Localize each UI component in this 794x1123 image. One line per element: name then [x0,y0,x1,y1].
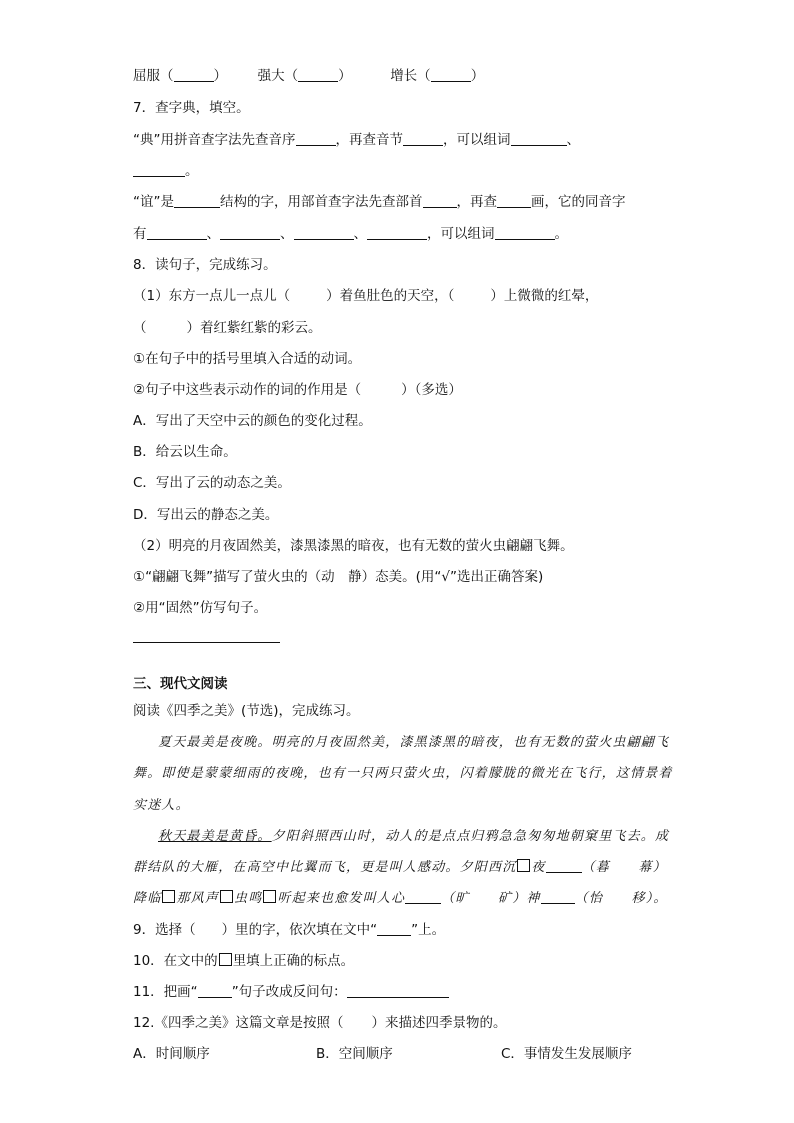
q7-line4: 有 、 、 、 ，可以组词 。 [133,226,568,242]
q12-option-c[interactable]: C．事情发生发展顺序 [501,1046,632,1062]
blank-yinjie[interactable] [403,131,443,146]
blank-tongyin-4[interactable] [367,225,427,240]
blank-jiegou[interactable] [174,193,220,208]
option-a[interactable]: A．写出了天空中云的颜色的变化过程。 [133,413,372,429]
word-zengzhang: 增长（ [390,68,431,84]
blank-qiangda[interactable] [298,67,338,82]
answer-line[interactable] [133,642,280,643]
q10: 10．在文中的 里填上正确的标点。 [133,953,355,969]
blank-mu[interactable] [546,858,582,873]
q9: 9．选择（ ）里的字，依次填在文中“ ”上。 [133,922,446,938]
q7-line2: 。 [133,161,199,181]
punct-box-1[interactable] [517,859,530,872]
q10-box-sample [219,953,232,966]
q12-option-b[interactable]: B．空间顺序 [316,1046,393,1062]
q8-sentence2-sub2: ②用“固然”仿写句子。 [133,600,268,616]
blank-qufu[interactable] [174,67,214,82]
blank-zuci-2[interactable] [133,162,185,177]
q8-sub1: ①在句子中的括号里填入合适的动词。 [133,351,362,367]
blank-tongyin-3[interactable] [294,225,354,240]
q8-sentence2-sub1: ①“翩翩飞舞”描写了萤火虫的（动 静）态美。(用“√”选出正确答案) [133,569,544,585]
passage-p1-line2: 舞。即使是蒙蒙细雨的夜晚，也有一只两只萤火虫，闪着朦胧的微光在飞行，这情景着 [133,766,673,781]
reading-intro: 阅读《四季之美》(节选)，完成练习。 [133,703,360,719]
q12: 12.《四季之美》这篇文章是按照（ ）来描述四季景物的。 [133,1015,507,1031]
q8-sentence2: （2）明亮的月夜固然美，漆黑漆黑的暗夜，也有无数的萤火虫翩翩飞舞。 [133,538,574,554]
q11-answer-blank[interactable] [347,983,449,998]
antonym-row: 屈服（ ） 强大（ ） 增长（ ） [133,68,485,84]
blank-kuang[interactable] [405,889,441,904]
blank-yinxu[interactable] [296,131,336,146]
q7-title: 7．查字典，填空。 [133,100,250,116]
q8-sub2: ②句子中这些表示动作的词的作用是（ ）（多选） [133,382,462,398]
punct-box-3[interactable] [220,890,233,903]
blank-yi[interactable] [541,889,575,904]
q7-line1: “典”用拼音查字法先查音序 ，再查音节 ，可以组词 、 [133,132,580,148]
passage-p2-line3: 降临 那风声 虫鸣 听起来也愈发叫人心 （旷 矿）神 （怡 移）。 [133,891,668,906]
blank-zuci-1[interactable] [511,131,567,146]
blank-huashu[interactable] [497,193,531,208]
underlined-sentence: 秋天最美是黄昏。 [158,829,272,844]
punct-box-4[interactable] [263,890,276,903]
blank-zengzhang[interactable] [431,67,471,82]
passage-p2-line2: 群结队的大雁，在高空中比翼而飞，更是叫人感动。夕阳西沉 夜 （暮 幕） [133,860,667,875]
option-b[interactable]: B．给云以生命。 [133,444,237,460]
q7-line3: “谊”是 结构的字，用部首查字法先查部首 ，再查 画，它的同音字 [133,194,626,210]
blank-zuci-3[interactable] [495,225,555,240]
option-d[interactable]: D．写出云的静态之美。 [133,507,279,523]
punct-box-2[interactable] [162,890,175,903]
blank-tongyin-2[interactable] [220,225,280,240]
q8-sentence1: （1）东方一点儿一点儿（ ）着鱼肚色的天空，（ ）上微微的红晕， [133,288,599,304]
blank-bushou[interactable] [423,193,457,208]
q8-sentence1-cont: （ ）着红紫红紫的彩云。 [133,320,322,336]
q9-blank-sample [377,921,411,936]
blank-tongyin-1[interactable] [147,225,207,240]
word-qufu: 屈服（ [133,68,174,84]
q11: 11．把画“ ”句子改成反问句： [133,982,449,1002]
passage-p1-line3: 实迷人。 [133,798,190,813]
section-heading: 三、现代文阅读 [133,676,228,692]
q12-option-a[interactable]: A．时间顺序 [133,1046,210,1062]
q8-title: 8．读句子，完成练习。 [133,257,277,273]
option-c[interactable]: C．写出了云的动态之美。 [133,475,291,491]
passage-p1-line1: 夏天最美是夜晚。明亮的月夜固然美，漆黑漆黑的暗夜，也有无数的萤火虫翩翩飞 [158,735,670,750]
q11-blank-sample [198,983,232,998]
passage-p2-line1: 秋天最美是黄昏。夕阳斜照西山时，动人的是点点归鸦急急匆匆地朝窠里飞去。成 [158,829,670,844]
word-qiangda: 强大（ [257,68,299,84]
